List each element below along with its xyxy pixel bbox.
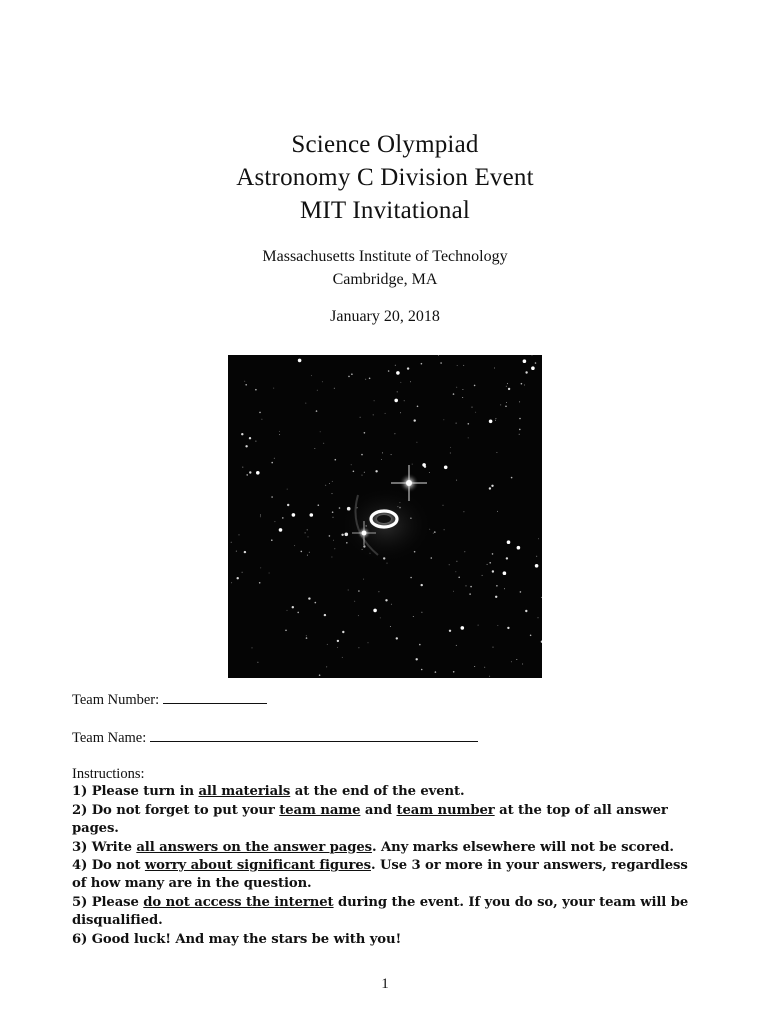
star xyxy=(444,466,448,470)
star xyxy=(407,367,409,369)
star xyxy=(394,433,395,434)
instruction-text: at the top of all answer pages. xyxy=(72,802,668,837)
star xyxy=(413,616,414,617)
star xyxy=(525,371,527,373)
star xyxy=(358,590,360,592)
star xyxy=(424,466,426,468)
star xyxy=(249,437,251,439)
star xyxy=(294,545,295,546)
instruction-3 xyxy=(72,839,704,857)
star xyxy=(466,585,467,586)
star xyxy=(390,626,391,627)
star xyxy=(239,534,240,535)
star xyxy=(327,644,328,645)
star xyxy=(507,540,511,544)
instruction-5 xyxy=(72,894,704,931)
star xyxy=(431,557,433,559)
instruction-emphasis: team name xyxy=(279,802,361,818)
star xyxy=(506,386,507,387)
star xyxy=(496,452,497,453)
star xyxy=(496,585,498,587)
star xyxy=(335,459,337,461)
star xyxy=(378,591,379,592)
star xyxy=(410,577,412,579)
star xyxy=(538,538,539,539)
star xyxy=(417,406,419,408)
star xyxy=(461,626,465,630)
star xyxy=(348,590,349,591)
star xyxy=(323,443,324,444)
star xyxy=(231,582,232,583)
instruction-emphasis: all materials xyxy=(198,784,291,800)
star xyxy=(475,412,476,413)
star xyxy=(360,417,361,418)
star xyxy=(308,597,310,599)
star xyxy=(419,644,421,646)
instructions-heading: Instructions: xyxy=(72,766,145,782)
star xyxy=(331,557,332,558)
instruction-text: 3) Write xyxy=(72,839,137,855)
star xyxy=(279,431,280,432)
star xyxy=(396,637,398,639)
star xyxy=(316,410,318,412)
star xyxy=(333,517,334,518)
star xyxy=(298,359,302,363)
star xyxy=(470,586,472,588)
star xyxy=(391,604,392,605)
star xyxy=(334,388,335,389)
star xyxy=(520,591,522,593)
star xyxy=(474,385,476,387)
star xyxy=(511,477,513,479)
star xyxy=(400,382,401,383)
team-number-field xyxy=(72,690,267,710)
star xyxy=(394,399,398,403)
star xyxy=(310,513,314,517)
star xyxy=(273,388,274,389)
star xyxy=(279,528,283,532)
star xyxy=(274,521,275,522)
star xyxy=(416,658,418,660)
star xyxy=(404,400,405,401)
star xyxy=(421,363,423,365)
star xyxy=(269,573,270,574)
star xyxy=(395,365,396,366)
star xyxy=(487,564,488,565)
star xyxy=(244,551,246,553)
star xyxy=(456,387,457,388)
star xyxy=(397,391,398,392)
star xyxy=(489,676,490,677)
star xyxy=(305,403,306,404)
team-number-blank[interactable] xyxy=(163,691,267,704)
star xyxy=(435,671,437,673)
star xyxy=(309,552,310,553)
star xyxy=(287,489,288,490)
star xyxy=(429,472,430,473)
star xyxy=(511,661,512,662)
star xyxy=(271,539,273,541)
star xyxy=(472,407,473,408)
star xyxy=(456,423,457,424)
star xyxy=(412,464,413,465)
star xyxy=(261,419,262,420)
star xyxy=(285,630,287,632)
star xyxy=(456,561,457,562)
star xyxy=(400,412,401,413)
instruction-2 xyxy=(72,802,704,839)
star xyxy=(255,389,257,391)
team-name-blank[interactable] xyxy=(150,729,478,742)
star xyxy=(519,429,521,431)
star xyxy=(306,637,308,639)
star xyxy=(388,370,390,372)
star xyxy=(530,635,532,637)
star xyxy=(453,671,455,673)
star xyxy=(385,599,387,601)
star xyxy=(463,511,464,512)
star xyxy=(463,365,464,366)
star xyxy=(521,383,523,385)
star xyxy=(245,384,247,386)
instruction-emphasis: worry about significant figures xyxy=(144,858,371,874)
instruction-text: 2) Do not forget to put your xyxy=(72,802,280,818)
instruction-text: 1) Please turn in xyxy=(72,784,199,800)
star xyxy=(308,536,309,537)
star xyxy=(525,610,527,612)
star xyxy=(242,467,243,468)
star xyxy=(381,459,382,460)
title-line-3: MIT Invitational xyxy=(299,197,471,224)
star xyxy=(282,517,284,519)
star xyxy=(236,551,237,552)
team-name-field xyxy=(72,728,478,748)
star xyxy=(505,406,507,408)
star xyxy=(362,475,363,476)
star xyxy=(249,471,251,473)
star xyxy=(358,615,359,616)
star xyxy=(315,602,317,604)
star xyxy=(256,471,260,475)
star xyxy=(421,584,423,586)
star xyxy=(522,664,523,665)
star xyxy=(274,458,275,459)
star xyxy=(279,434,280,435)
star xyxy=(416,442,417,443)
star xyxy=(373,609,377,613)
instruction-emphasis: do not access the internet xyxy=(143,894,334,910)
star xyxy=(462,389,463,390)
star xyxy=(414,419,416,421)
star xyxy=(504,588,505,589)
star xyxy=(271,462,273,464)
instruction-text: 4) Do not xyxy=(72,858,145,874)
star xyxy=(306,635,307,636)
star xyxy=(311,375,312,376)
star xyxy=(305,532,306,533)
star xyxy=(410,381,411,382)
star xyxy=(364,472,365,473)
star xyxy=(364,432,366,434)
star xyxy=(307,555,308,556)
star xyxy=(455,571,456,572)
star xyxy=(497,511,498,512)
instruction-emphasis: all answers on the answer pages xyxy=(136,839,372,855)
star xyxy=(337,647,338,648)
star xyxy=(478,625,479,626)
star xyxy=(458,577,460,579)
star xyxy=(489,420,493,424)
event-date: January 20, 2018 xyxy=(330,308,440,325)
star xyxy=(535,362,537,364)
star xyxy=(246,474,248,476)
star xyxy=(507,383,508,384)
star xyxy=(271,496,273,498)
star xyxy=(322,381,323,382)
star xyxy=(492,570,494,572)
star xyxy=(260,515,261,516)
star xyxy=(500,404,501,405)
star xyxy=(507,627,509,629)
star xyxy=(508,388,510,390)
star xyxy=(489,562,491,564)
star xyxy=(456,480,457,481)
star xyxy=(237,577,239,579)
star xyxy=(361,454,363,456)
star xyxy=(241,433,243,435)
star xyxy=(374,400,375,401)
star xyxy=(449,630,451,632)
instruction-1 xyxy=(72,783,704,801)
star xyxy=(468,437,469,438)
star xyxy=(519,401,520,402)
star xyxy=(495,420,496,421)
star xyxy=(474,666,475,667)
star xyxy=(443,419,444,420)
star xyxy=(365,379,366,380)
star xyxy=(351,464,352,465)
star xyxy=(287,504,289,506)
star xyxy=(255,441,256,442)
star xyxy=(318,504,320,506)
institution-location: Cambridge, MA xyxy=(332,271,438,288)
institution-block xyxy=(0,245,770,291)
star xyxy=(453,591,454,592)
star xyxy=(369,378,371,380)
star xyxy=(538,617,539,618)
star xyxy=(523,359,527,363)
star xyxy=(504,573,506,575)
star xyxy=(421,669,423,671)
instruction-text: 6) Good luck! And may the stars be with you! xyxy=(72,931,402,947)
star xyxy=(497,625,498,626)
star xyxy=(456,645,457,646)
star xyxy=(351,373,353,375)
star xyxy=(382,452,383,453)
star xyxy=(495,596,497,598)
star xyxy=(464,551,465,552)
star xyxy=(519,418,521,420)
star xyxy=(385,413,386,414)
title-line-1: Science Olympiad xyxy=(291,131,479,158)
star xyxy=(329,483,330,484)
star xyxy=(317,390,318,391)
star xyxy=(450,447,451,448)
ring-nebula xyxy=(366,507,402,531)
star xyxy=(434,531,436,533)
instruction-text: and xyxy=(360,802,397,818)
star xyxy=(287,610,288,611)
star xyxy=(421,612,422,613)
star xyxy=(339,507,341,509)
instruction-text: . Use 3 or more in your answers, regardless of how many are in the question. xyxy=(72,858,688,892)
star xyxy=(354,601,355,602)
star xyxy=(257,662,258,663)
star xyxy=(242,572,243,573)
star xyxy=(333,540,334,541)
star xyxy=(535,564,539,568)
star xyxy=(375,470,377,472)
star xyxy=(531,366,535,370)
instruction-text: at the end of the event. xyxy=(290,784,465,800)
star xyxy=(380,617,381,618)
star xyxy=(506,557,508,559)
star xyxy=(320,431,321,432)
star xyxy=(495,418,496,419)
instruction-text: . Any marks elsewhere will not be scored. xyxy=(371,839,674,855)
star xyxy=(259,582,261,584)
star xyxy=(506,402,507,403)
star xyxy=(244,381,245,382)
instruction-text: 5) Please xyxy=(72,894,144,910)
star xyxy=(453,393,455,395)
star xyxy=(536,556,537,557)
star xyxy=(468,423,470,425)
star xyxy=(307,529,308,530)
star xyxy=(342,631,344,633)
star xyxy=(353,471,355,473)
star xyxy=(319,674,321,676)
star xyxy=(516,659,517,660)
star xyxy=(449,564,450,565)
star xyxy=(440,362,442,364)
institution-name: Massachusetts Institute of Technology xyxy=(262,248,508,265)
star xyxy=(332,481,333,482)
instructions xyxy=(72,765,704,949)
star xyxy=(252,647,253,648)
star xyxy=(469,593,471,595)
instruction-4 xyxy=(72,857,704,894)
star xyxy=(332,493,333,494)
star xyxy=(314,448,315,449)
star xyxy=(519,434,520,435)
star xyxy=(301,551,303,553)
star xyxy=(297,612,299,614)
star xyxy=(457,365,458,366)
star xyxy=(325,485,326,486)
star xyxy=(259,412,261,414)
star xyxy=(342,657,343,658)
star xyxy=(363,579,364,580)
title-block xyxy=(0,128,770,227)
star xyxy=(245,445,247,447)
star xyxy=(373,414,374,415)
title-line-2: Astronomy C Division Event xyxy=(236,164,534,191)
star xyxy=(524,385,525,386)
team-number-label: Team Number: xyxy=(72,692,160,708)
star xyxy=(337,640,339,642)
star xyxy=(260,516,261,517)
instruction-emphasis: team number xyxy=(396,802,495,818)
star xyxy=(494,368,495,369)
star xyxy=(450,453,451,454)
instruction-6 xyxy=(72,931,704,949)
star xyxy=(260,567,261,568)
star xyxy=(517,546,521,550)
star xyxy=(492,553,494,555)
star xyxy=(348,376,350,378)
star xyxy=(292,513,296,517)
star xyxy=(292,606,294,608)
star xyxy=(493,647,494,648)
instruction-text: during the event. If you do so, your team will be disqualified. xyxy=(72,894,689,929)
star xyxy=(391,454,392,455)
star xyxy=(489,487,491,489)
star xyxy=(491,485,493,487)
page-number: 1 xyxy=(381,976,389,992)
star xyxy=(396,371,400,375)
star xyxy=(482,575,483,576)
star xyxy=(326,666,327,667)
star xyxy=(324,614,326,616)
star xyxy=(462,397,463,398)
star xyxy=(368,642,369,643)
star xyxy=(484,667,485,668)
star xyxy=(358,647,359,648)
star xyxy=(332,511,334,513)
star xyxy=(444,529,445,530)
star xyxy=(334,548,335,549)
star xyxy=(443,505,444,506)
star xyxy=(231,542,232,543)
team-name-label: Team Name: xyxy=(72,730,147,746)
star xyxy=(329,535,331,537)
ring-nebula-image xyxy=(228,355,542,678)
